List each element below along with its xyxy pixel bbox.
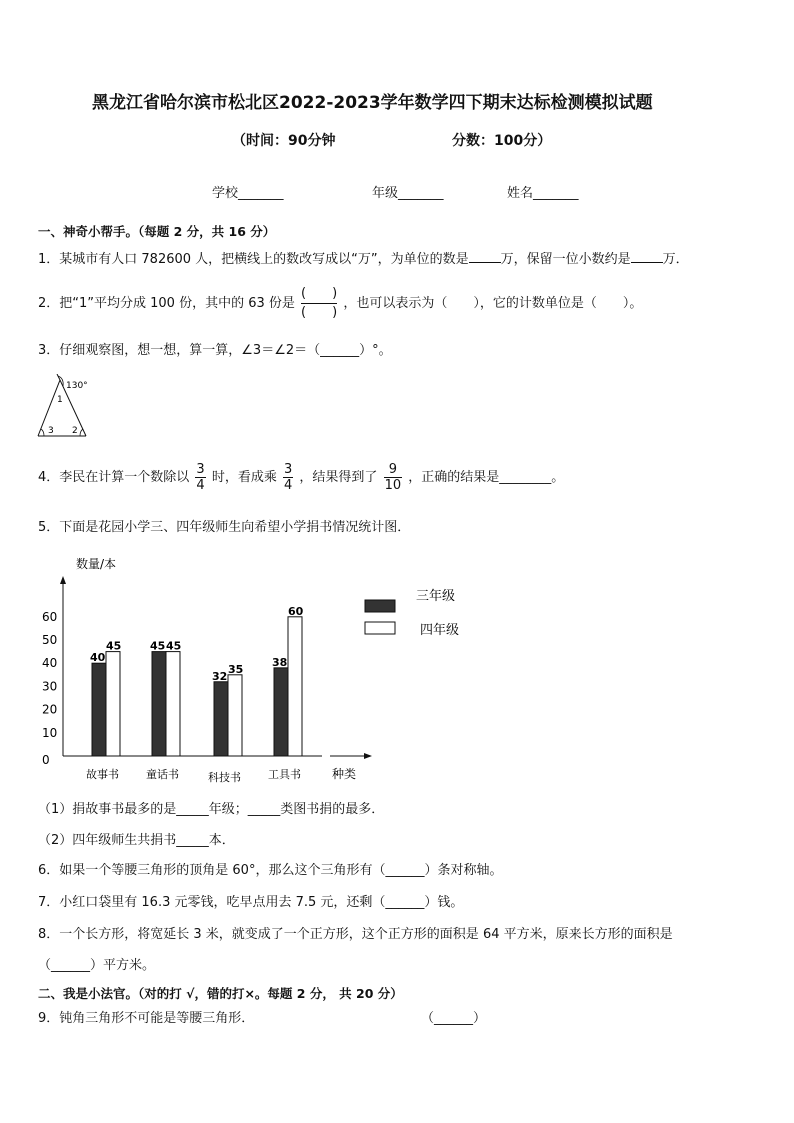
y-tick-label: 10 bbox=[42, 725, 58, 740]
q1-text-a: 1．某城市有人口 782600 人，把横线上的数改写成以“万”，为单位的数是 bbox=[38, 252, 469, 267]
data-label-grade4: 35 bbox=[228, 662, 244, 676]
exam-time: （时间：90分钟 bbox=[232, 133, 336, 149]
exam-score: 分数：100分） bbox=[452, 133, 552, 149]
q4-f3-den: 10 bbox=[384, 478, 402, 493]
q4-f2-den: 4 bbox=[284, 478, 293, 493]
angle-3-arc bbox=[41, 429, 44, 436]
q4-f2-num: 3 bbox=[284, 462, 293, 477]
y-tick-label: 20 bbox=[42, 702, 58, 717]
angle-1-label: 1 bbox=[57, 395, 63, 405]
book-donation-bar-chart bbox=[30, 548, 490, 788]
q2-text-a: 2．把“1”平均分成 100 份，其中的 63 份是 bbox=[38, 296, 295, 311]
question-3: 3．仔细观察图，想一想，算一算，∠3＝∠2＝（______）°。 bbox=[38, 343, 392, 358]
angle-2-arc bbox=[80, 429, 83, 436]
data-label-grade4: 45 bbox=[106, 639, 122, 653]
q4-text-d: ，正确的结果是________。 bbox=[408, 470, 565, 485]
y-tick-label: 30 bbox=[42, 679, 58, 694]
question-8-line-2: （______）平方米。 bbox=[38, 958, 156, 973]
y-tick-label: 40 bbox=[42, 656, 58, 671]
q4-f1-den: 4 bbox=[196, 478, 205, 493]
question-5-sub-1: （1）捐故事书最多的是_____年级；_____类图书捐的最多． bbox=[38, 802, 385, 817]
school-field: 学校_______ bbox=[212, 186, 284, 201]
legend-swatch-grade4 bbox=[365, 622, 395, 634]
question-1 bbox=[38, 250, 689, 268]
question-7: 7．小红口袋里有 16.3 元零钱，吃早点用去 7.5 元，还剩（______）钱。 bbox=[38, 895, 464, 910]
data-label-grade4: 45 bbox=[166, 639, 182, 653]
section-heading-2: 二、我是小法官。（对的打 √，错的打×。每题 2 分， 共 20 分） bbox=[38, 986, 403, 1001]
bar-grade4 bbox=[288, 617, 302, 756]
x-axis-label: 种类 bbox=[332, 767, 357, 781]
q1-blank-1[interactable] bbox=[469, 250, 501, 263]
legend-label-grade4: 四年级 bbox=[420, 623, 460, 638]
y-axis-arrow bbox=[60, 576, 66, 584]
bar-grade4 bbox=[106, 652, 120, 756]
angle-130-label: 130° bbox=[66, 381, 88, 391]
q4-f3-num: 9 bbox=[384, 462, 403, 478]
bar-grade4 bbox=[166, 652, 180, 756]
q2-text-b: ，也可以表示为（ ），它的计数单位是（ ）。 bbox=[343, 296, 643, 311]
question-4 bbox=[38, 462, 564, 493]
question-8-line-1: 8．一个长方形，将宽延长 3 米，就变成了一个正方形，这个正方形的面积是 64 平方米，原来长方形的面积是 bbox=[38, 927, 673, 942]
q4-fraction-2 bbox=[283, 462, 293, 493]
q4-fraction-3 bbox=[384, 462, 403, 493]
q4-fraction-1 bbox=[195, 462, 205, 493]
question-5: 5．下面是花园小学三、四年级师生向希望小学捐书情况统计图． bbox=[38, 520, 411, 535]
data-label-grade3: 32 bbox=[212, 669, 228, 683]
x-tick-label: 童话书 bbox=[146, 768, 179, 781]
y-tick-label: 0 bbox=[42, 753, 50, 767]
bar-grade3 bbox=[92, 663, 106, 756]
legend-swatch-grade3 bbox=[365, 600, 395, 612]
x-tick-label: 工具书 bbox=[268, 768, 301, 781]
question-9: 9．钝角三角形不可能是等腰三角形． bbox=[38, 1011, 255, 1026]
q1-text-c: 万． bbox=[662, 252, 689, 267]
q1-blank-2[interactable] bbox=[631, 250, 663, 263]
y-tick-label: 50 bbox=[42, 633, 58, 647]
data-label-grade3: 45 bbox=[150, 639, 166, 653]
page-title: 黑龙江省哈尔滨市松北区2022-2023学年数学四下期末达标检测模拟试题 bbox=[92, 93, 653, 113]
q4-text-a: 4．李民在计算一个数除以 bbox=[38, 470, 190, 485]
data-label-grade3: 38 bbox=[272, 655, 288, 669]
angle-2-label: 2 bbox=[72, 426, 78, 436]
q4-text-b: 时，看成乘 bbox=[211, 470, 277, 485]
data-label-grade3: 40 bbox=[90, 651, 106, 665]
triangle-figure bbox=[34, 374, 104, 440]
question-2 bbox=[38, 285, 642, 322]
question-9-answer[interactable]: （______） bbox=[421, 1011, 487, 1026]
q2-fraction bbox=[301, 285, 337, 322]
x-axis-arrow bbox=[364, 753, 372, 759]
question-6: 6．如果一个等腰三角形的顶角是 60°，那么这个三角形有（______）条对称轴。 bbox=[38, 863, 503, 878]
section-heading-1: 一、神奇小帮手。（每题 2 分，共 16 分） bbox=[38, 224, 276, 239]
bar-grade3 bbox=[152, 652, 166, 756]
q4-text-c: ，结果得到了 bbox=[299, 470, 378, 485]
y-axis-label: 数量/本 bbox=[76, 557, 117, 571]
bar-grade4 bbox=[228, 675, 242, 756]
q4-f1-num: 3 bbox=[196, 462, 205, 477]
q1-text-b: 万，保留一位小数约是 bbox=[500, 252, 631, 267]
q2-frac-den[interactable]: ( ) bbox=[301, 305, 338, 320]
question-5-sub-2: （2）四年级师生共捐书_____本． bbox=[38, 833, 235, 848]
name-field: 姓名_______ bbox=[507, 186, 579, 201]
data-label-grade4: 60 bbox=[288, 604, 304, 618]
bar-grade3 bbox=[274, 668, 288, 756]
x-tick-label: 故事书 bbox=[86, 768, 119, 781]
bar-grade3 bbox=[214, 682, 228, 756]
grade-field: 年级_______ bbox=[372, 186, 444, 201]
legend-label-grade3: 三年级 bbox=[416, 589, 456, 604]
x-tick-label: 科技书 bbox=[208, 771, 241, 784]
q2-frac-num[interactable]: ( ) bbox=[301, 285, 337, 304]
y-tick-label: 60 bbox=[42, 609, 58, 624]
angle-3-label: 3 bbox=[48, 426, 54, 436]
